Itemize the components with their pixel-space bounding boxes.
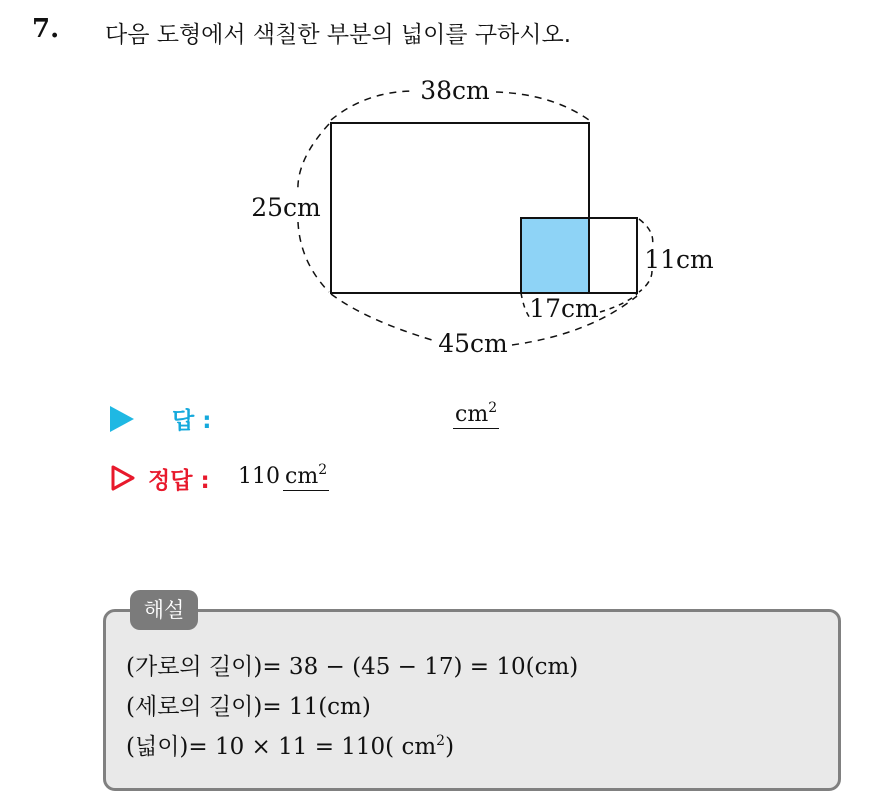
solution-unit-text: cm: [285, 464, 319, 489]
dim-arc-left-bottom: [298, 222, 329, 292]
explanation-line-1: (가로의 길이)= 38 − (45 − 17) = 10(cm): [126, 654, 579, 680]
label-bottom-width: 45cm: [438, 329, 508, 358]
answer-unit: [453, 402, 499, 429]
question-text: 다음 도형에서 색칠한 부분의 넓이를 구하시오.: [105, 22, 572, 48]
solution-value: 110: [238, 464, 280, 489]
dim-arc-top-left: [331, 91, 412, 120]
answer-unit-text: cm: [455, 402, 489, 427]
label-bottom-small: 17cm: [529, 294, 599, 323]
answer-row: [110, 400, 530, 440]
dim-arc-right-bottom: [639, 271, 652, 292]
solution-unit-exponent: 2: [318, 462, 328, 478]
explanation-line-3: [126, 728, 454, 761]
solution-value-group: [238, 464, 329, 489]
dim-arc-top-right: [496, 92, 589, 120]
label-top-width: 38cm: [420, 76, 490, 105]
solution-unit: [283, 464, 329, 491]
solution-label: 정답 :: [148, 468, 210, 494]
shaded-region: [521, 218, 589, 293]
explanation-line-3-main: (넓이)= 10 × 11 = 110( cm: [126, 734, 437, 760]
explanation-line-3-close: ): [445, 734, 455, 760]
dim-arc-right-top: [639, 219, 653, 247]
explanation-line-2: (세로의 길이)= 11(cm): [126, 694, 371, 720]
answer-label: 답 :: [172, 408, 212, 434]
question-number: 7.: [32, 14, 60, 44]
answer-unit-exponent: 2: [488, 400, 498, 416]
solution-row: [110, 460, 530, 500]
play-triangle-icon: [110, 406, 134, 432]
outline-triangle-icon: [110, 464, 136, 492]
dim-arc-left-top: [298, 124, 329, 192]
explanation-line-3-exponent: 2: [436, 733, 446, 749]
explanation-tag: 해설: [130, 590, 198, 630]
label-right-height: 11cm: [644, 245, 714, 274]
dim-arc-bottom-left: [331, 294, 432, 340]
label-left-height: 25cm: [251, 193, 321, 222]
dim-arc-small-right: [600, 294, 637, 312]
